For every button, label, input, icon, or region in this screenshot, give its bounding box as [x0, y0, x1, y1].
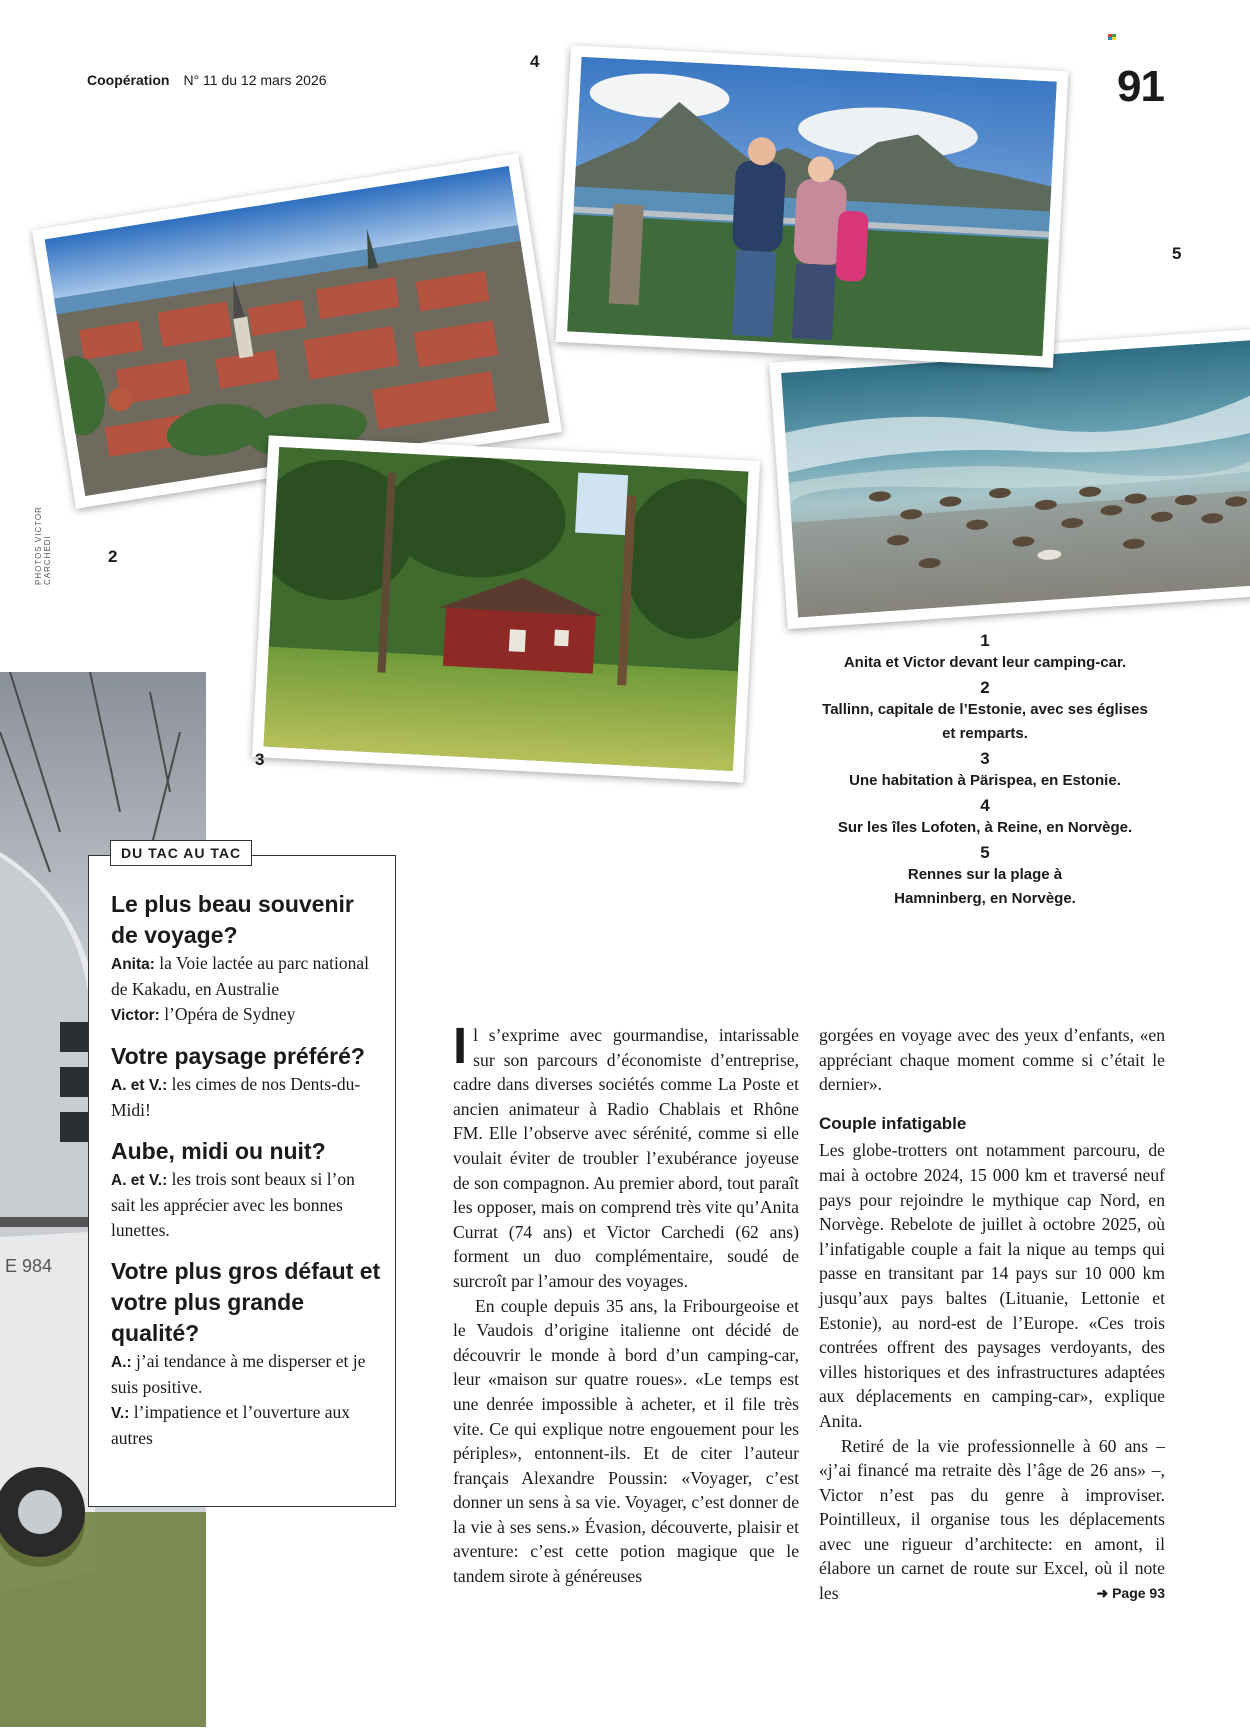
caption-text: Sur les îles Lofoten, à Reine, en Norvège. [837, 819, 1133, 836]
article-column-2 [819, 1023, 1165, 1606]
answer: Victor: l’Opéra de Sydney [111, 1004, 296, 1024]
caption-text: Une habitation à Pärispea, en Estonie. [849, 772, 1121, 789]
caption-number: 1 [980, 631, 990, 650]
question: Votre paysage préféré? [111, 1043, 365, 1069]
caption-number: 4 [980, 796, 990, 815]
photo-number-4: 4 [530, 52, 540, 71]
drop-cap: I [453, 1017, 468, 1074]
answer: A.: j’ai tendance à me disperser et je suis positive. [111, 1351, 366, 1397]
caption-number: 3 [980, 749, 990, 768]
photo-parispea-house [252, 435, 760, 782]
photo-credit: PHOTOS VICTOR CARCHEDI [34, 506, 52, 585]
issue-info: N° 11 du 12 mars 2026 [183, 72, 327, 88]
photo-number-3: 3 [255, 750, 265, 769]
interview-tag: DU TAC AU TAC [110, 840, 252, 866]
camper-plate: E 984 [5, 1256, 53, 1276]
answer: A. et V.: les cimes de nos Dents-du-Midi! [111, 1074, 361, 1120]
article-column-1 [453, 1017, 799, 1589]
qa-item [111, 1041, 381, 1123]
article-paragraph: Il s’exprime avec gourmandise, intarissable sur son parcours d’économiste d’entreprise, cadre dans diverses sociétés comme La Poste et ancien animateur à Radio Chablais et Rhône FM. Elle l’observe avec sérénité, comme si elle voulait éviter de troubler l’exubérance joyeuse de son compagnon. Au premier abord, tout paraît les opposer, mais on comprend très vite qu’Anita Currat (74 ans) et Victor Carchedi (62 ans) forment un duo complémentaire, soudé de surcroît par l’amour des voyages. [453, 1017, 799, 1291]
caption-number: 2 [980, 678, 990, 697]
photo-reindeer-beach [769, 328, 1250, 629]
qa-item [111, 1136, 381, 1243]
interview-content [111, 889, 381, 1464]
qa-item [111, 1256, 381, 1451]
page-number: 91 [1117, 62, 1164, 111]
color-mark [1108, 34, 1116, 40]
caption-number: 5 [980, 843, 990, 862]
answer: A. et V.: les trois sont beaux si l’on sait les apprécier avec les bonnes lunettes. [111, 1169, 355, 1240]
photo-captions [780, 628, 1190, 911]
photo-number-2: 2 [108, 547, 118, 566]
page-header [87, 72, 327, 88]
publication-name: Coopération [87, 72, 170, 88]
photo-couple-lofoten [556, 45, 1069, 368]
article-paragraph: En couple depuis 35 ans, la Fribourgeoise et le Vaudois d’origine italienne ont décidé de découvrir le monde à bord d’un camping-car, leur «maison sur quatre roues». «Le temps est une denrée impossible à acheter, et il file très vite. Ce qui explique notre engouement pour les périples», entonnent-ils. Et de citer l’auteur français Alexandre Poussin: «Voyager, c’est donner un sens à sa vie. Voyager, c’est donner de la vie à ses sens.» Évasion, découverte, plaisir et aventure: c’est cette potion magique que le tandem sirote à généreuses [453, 1295, 799, 1587]
answer: V.: l’impatience et l’ouverture aux autres [111, 1402, 350, 1448]
photo-number-5: 5 [1172, 244, 1182, 263]
continued-link[interactable]: ➜ Page 93 [1096, 1585, 1165, 1602]
article-paragraph: Retiré de la vie professionnelle à 60 ans – «j’ai financé ma retraite dès l’âge de 26 ans» –, Victor n’est pas du genre à improviser. Pointilleux, il organise tous les déplacements avec une rigueur d’architecte: en amont, il élabore un carnet de route sur Excel, où il note les ➜ Page 93 [819, 1434, 1165, 1606]
article-paragraph: Les globe-trotters ont notamment parcouru, de mai à octobre 2024, 15 000 km et traversé neuf pays pour rejoindre le mythique cap Nord, en Norvège. Rebelote de juillet à octobre 2025, où l’infatigable couple a fait la nique au temps qui passe en transitant par 14 pays sur 10 000 km jusqu’aux pays baltes (Lituanie, Lettonie et Estonie), au nord-est de l’Europe. «Ces trois contrées offrent des paysages verdoyants, des villes historiques et des infrastructures adaptées aux déplacements en camping-car», explique Anita. [819, 1140, 1165, 1431]
question: Le plus beau souvenir de voyage? [111, 891, 354, 948]
caption-text: Rennes sur la plage à Hamninberg, en Norvège. [894, 866, 1076, 907]
caption-text: Anita et Victor devant leur camping-car. [843, 654, 1127, 671]
question: Aube, midi ou nuit? [111, 1138, 326, 1164]
caption-text: Tallinn, capitale de l’Estonie, avec ses églises et remparts. [822, 701, 1148, 742]
question: Votre plus gros défaut et votre plus grande qualité? [111, 1258, 381, 1346]
article-paragraph: gorgées en voyage avec des yeux d’enfants, «en appréciant chaque moment comme si c’était le dernier». [819, 1025, 1165, 1095]
article-subhead: Couple infatigable [819, 1113, 967, 1133]
qa-item [111, 889, 381, 1028]
answer: Anita: la Voie lactée au parc national de Kakadu, en Australie [111, 953, 370, 999]
